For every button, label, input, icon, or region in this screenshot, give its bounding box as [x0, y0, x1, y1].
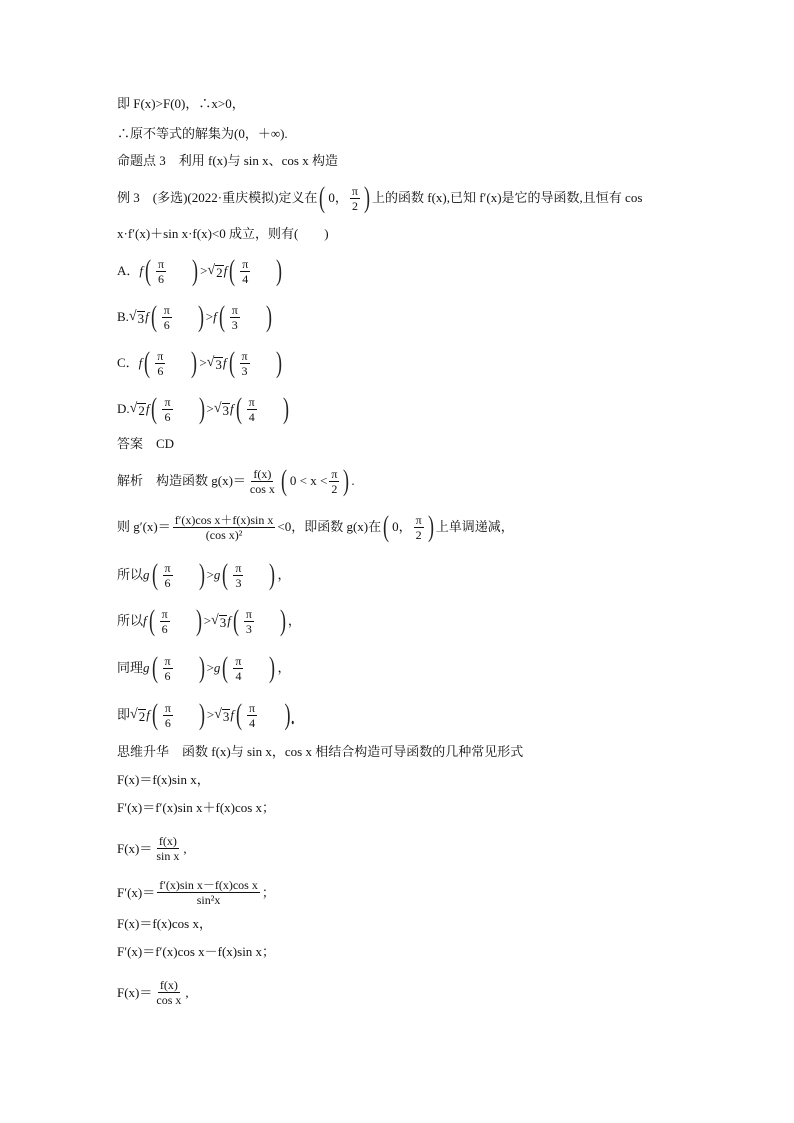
denominator: cos x: [249, 481, 275, 496]
numerator: π: [331, 466, 338, 481]
math-text: 所以: [117, 567, 144, 582]
math-text: x·f′(x)＋sin x·f(x)<0 成立，则有( ): [117, 226, 329, 241]
math-text: >: [203, 613, 212, 628]
math-text: ，: [277, 567, 291, 582]
sqrt-2: [207, 263, 223, 279]
denominator: 6: [158, 271, 165, 286]
math-text: 即: [117, 707, 131, 722]
math-text: f: [230, 707, 235, 722]
option-d: [117, 394, 291, 424]
paren: ): [275, 346, 282, 379]
math-text: 上的函数 f(x),已知 f′(x)是它的导函数,且恒有 cos: [371, 190, 643, 205]
math-text: √: [214, 707, 222, 722]
math-text: 同理: [117, 660, 144, 675]
numerator: π: [249, 700, 256, 715]
fraction: [329, 467, 339, 496]
math-text: f: [145, 401, 150, 416]
formula-7: [117, 978, 189, 1007]
analysis-step-2: [117, 606, 301, 636]
numerator: π: [158, 256, 165, 271]
denominator: (cos x)²: [205, 527, 243, 542]
math-text: .: [351, 473, 355, 488]
numerator: π: [351, 183, 358, 198]
line-inequality: [117, 96, 245, 112]
math-text: √: [211, 613, 219, 628]
math-text: 0 < x <: [289, 473, 328, 488]
math-text: F′(x)＝: [117, 884, 156, 900]
numerator: π: [163, 302, 170, 317]
math-text: 则 g′(x)＝: [117, 519, 171, 534]
fraction: [163, 561, 173, 590]
fraction: [247, 395, 257, 424]
math-text: 例 3 (多选)(2022·重庆模拟)定义在: [117, 190, 318, 205]
math-text: >: [206, 660, 214, 675]
paren: (: [151, 651, 158, 684]
paren: (: [280, 464, 287, 497]
math-text: A．: [117, 263, 140, 278]
math-text: 答案 CD: [117, 436, 175, 451]
math-text: √: [128, 309, 137, 324]
fraction: [230, 303, 240, 332]
math-text: >: [206, 567, 214, 582]
math-text: 上单调递减，: [435, 519, 514, 534]
paren: (: [144, 346, 151, 379]
denominator: 6: [164, 575, 171, 590]
numerator: f(x): [158, 834, 177, 848]
math-text: f: [146, 707, 150, 722]
denominator: 6: [157, 363, 164, 378]
paren: ): [195, 604, 202, 637]
math-text: ∴原不等式的解集为(0，＋∞).: [117, 126, 288, 141]
math-text: 0，: [328, 190, 348, 205]
numerator: π: [157, 348, 164, 363]
numerator: π: [248, 394, 255, 409]
paren: (: [229, 254, 236, 287]
math-text: 3: [222, 403, 230, 418]
fraction: [155, 349, 165, 378]
analysis-step-4: [117, 700, 299, 730]
numerator: π: [164, 653, 171, 668]
math-text: D.: [117, 401, 130, 416]
math-text: 2: [138, 709, 146, 724]
math-text: √: [206, 355, 215, 370]
math-text: >: [206, 707, 215, 722]
numerator: π: [164, 560, 171, 575]
math-text: g: [143, 567, 150, 582]
math-text: √: [130, 707, 138, 722]
paren: (: [228, 346, 235, 379]
math-text: 即 F(x)>F(0)，∴x>0，: [117, 96, 245, 111]
fraction: [154, 834, 181, 863]
paren: (: [145, 254, 152, 287]
sqrt: [130, 401, 146, 417]
fraction-pi-2: [350, 184, 360, 213]
option-a: [117, 256, 284, 286]
paren: (: [150, 300, 157, 333]
numerator: π: [235, 560, 242, 575]
denominator: 3: [245, 621, 252, 636]
fraction: [248, 467, 277, 496]
paren: ).: [284, 698, 296, 731]
paren: ): [198, 698, 205, 731]
section-heading: [117, 153, 338, 169]
fraction: [244, 607, 254, 636]
paren: (: [232, 604, 239, 637]
denominator: 3: [235, 575, 242, 590]
formula-1: [117, 772, 210, 788]
numerator: f(x): [159, 978, 178, 992]
math-text: >: [206, 401, 214, 416]
math-text: F′(x)＝f′(x)cos x－f(x)sin x；: [117, 944, 276, 959]
numerator: π: [241, 348, 248, 363]
denominator: 6: [164, 715, 171, 730]
denominator: sin x: [156, 849, 180, 863]
denominator: sin²x: [196, 893, 221, 907]
math-text: ，: [287, 613, 301, 628]
option-c: [117, 348, 284, 378]
paren: (: [151, 558, 158, 591]
numerator: f′(x)sin x－f(x)cos x: [159, 878, 258, 892]
paren: ): [427, 510, 434, 543]
fraction: [160, 607, 170, 636]
fraction: [414, 513, 424, 542]
paren: (: [151, 698, 158, 731]
paren: (: [151, 392, 158, 425]
math-text: 3: [222, 709, 230, 724]
math-text: √: [213, 401, 222, 416]
math-text: C．: [117, 355, 139, 370]
math-text: f: [138, 355, 143, 370]
math-text: g: [143, 660, 150, 675]
paren: ): [276, 254, 283, 287]
sqrt: [211, 613, 227, 629]
paren: ): [269, 651, 276, 684]
line-solution-set: [117, 126, 288, 142]
summary-heading: [117, 744, 523, 760]
sqrt-3: [129, 309, 145, 325]
formula-2: [117, 800, 275, 816]
fraction: [157, 878, 260, 907]
fraction: [156, 257, 166, 286]
paren: ): [198, 558, 205, 591]
math-text: f: [139, 263, 144, 278]
formula-4: [117, 878, 275, 907]
paren: ): [197, 300, 204, 333]
math-text: 0，: [392, 519, 412, 534]
denominator: 6: [164, 668, 171, 683]
math-text: ，: [277, 660, 291, 675]
numerator: π: [164, 394, 171, 409]
math-text: F(x)＝: [117, 984, 153, 1000]
math-text: F(x)＝f(x)sin x，: [117, 772, 210, 787]
numerator: π: [235, 653, 242, 668]
math-text: 2: [216, 265, 223, 280]
math-text: √: [207, 263, 216, 278]
fraction: [173, 513, 276, 542]
math-text: <0，即函数 g(x)在: [277, 519, 382, 534]
math-text: 3: [215, 357, 222, 372]
paren: ): [198, 651, 205, 684]
math-text: g: [213, 567, 221, 582]
denominator: 4: [248, 409, 255, 424]
math-text: 3: [219, 615, 227, 630]
denominator: cos x: [156, 993, 182, 1007]
paren: (: [148, 604, 155, 637]
math-text: 解析 构造函数 g(x)＝: [117, 473, 246, 488]
left-paren: (: [319, 181, 326, 214]
formula-3: [117, 834, 187, 863]
paren: ): [343, 464, 350, 497]
denominator: 2: [415, 527, 422, 542]
analysis-step-3: [117, 653, 291, 683]
answer: [117, 436, 174, 452]
paren: ): [198, 392, 205, 425]
denominator: 6: [163, 317, 170, 332]
fraction: [233, 654, 243, 683]
math-text: ,: [185, 984, 189, 1000]
denominator: 4: [235, 668, 242, 683]
denominator: 6: [164, 409, 171, 424]
paren: (: [383, 510, 390, 543]
sqrt: [130, 707, 146, 723]
numerator: π: [164, 700, 171, 715]
math-text: 3: [137, 311, 145, 326]
numerator: π: [242, 256, 249, 271]
denominator: 3: [241, 363, 248, 378]
math-text: f: [145, 309, 149, 324]
sqrt: [214, 707, 230, 723]
analysis-derivative: [117, 512, 514, 542]
analysis-construct: [117, 466, 355, 496]
fraction: [162, 303, 172, 332]
math-text: g: [213, 660, 221, 675]
paren: ): [279, 604, 286, 637]
numerator: π: [245, 606, 252, 621]
paren: ): [191, 346, 198, 379]
fraction: [162, 395, 172, 424]
paren: (: [236, 698, 243, 731]
paren: ): [265, 300, 272, 333]
math-text: f: [213, 309, 217, 324]
math-text: ,: [183, 840, 187, 856]
fraction: [240, 349, 250, 378]
denominator: 3: [231, 317, 238, 332]
numerator: f′(x)cos x＋f(x)sin x: [174, 512, 274, 527]
sqrt: [214, 401, 230, 417]
formula-6: [117, 944, 275, 960]
paren: ): [269, 558, 276, 591]
fraction: [247, 701, 257, 730]
math-text: F(x)＝: [117, 840, 153, 856]
numerator: f(x): [253, 466, 272, 481]
math-text: f: [227, 613, 231, 628]
math-text: >: [205, 309, 214, 324]
math-text: √: [129, 401, 138, 416]
example-statement: [117, 183, 642, 213]
math-text: f: [230, 401, 234, 416]
formula-5: [117, 916, 212, 932]
math-text: 命题点 3 利用 f(x)与 sin x、cos x 构造: [117, 153, 338, 168]
paren: ): [192, 254, 199, 287]
math-text: f: [223, 263, 228, 278]
math-text: >: [199, 355, 207, 370]
fraction: [240, 257, 250, 286]
math-text: F(x)＝f(x)cos x，: [117, 916, 212, 931]
paren: ): [282, 392, 289, 425]
math-text: >: [200, 263, 208, 278]
fraction: [154, 978, 183, 1007]
denominator: 2: [351, 198, 358, 213]
analysis-step-1: [117, 560, 291, 590]
math-text: 2: [138, 403, 145, 418]
denominator: 2: [331, 481, 338, 496]
denominator: 6: [161, 621, 168, 636]
numerator: π: [161, 606, 168, 621]
numerator: π: [415, 512, 422, 527]
math-text: f: [222, 355, 227, 370]
paren: (: [222, 558, 229, 591]
math-text: ；: [261, 884, 275, 900]
option-b: [117, 302, 274, 332]
paren: (: [222, 651, 229, 684]
fraction: [233, 561, 243, 590]
numerator: π: [231, 302, 238, 317]
paren: (: [235, 392, 242, 425]
math-text: 思维升华 函数 f(x)与 sin x，cos x 相结合构造可导函数的几种常见形式: [117, 744, 524, 759]
denominator: 4: [242, 271, 249, 286]
denominator: 4: [249, 715, 256, 730]
math-text: f: [143, 613, 147, 628]
example-condition: [117, 226, 329, 242]
math-text: F′(x)＝f′(x)sin x＋f(x)cos x；: [117, 800, 276, 815]
fraction: [163, 654, 173, 683]
sqrt: [207, 355, 223, 371]
fraction: [163, 701, 173, 730]
math-text: B.: [117, 309, 129, 324]
right-paren: ): [363, 181, 370, 214]
math-text: 所以: [117, 613, 144, 628]
paren: (: [218, 300, 225, 333]
